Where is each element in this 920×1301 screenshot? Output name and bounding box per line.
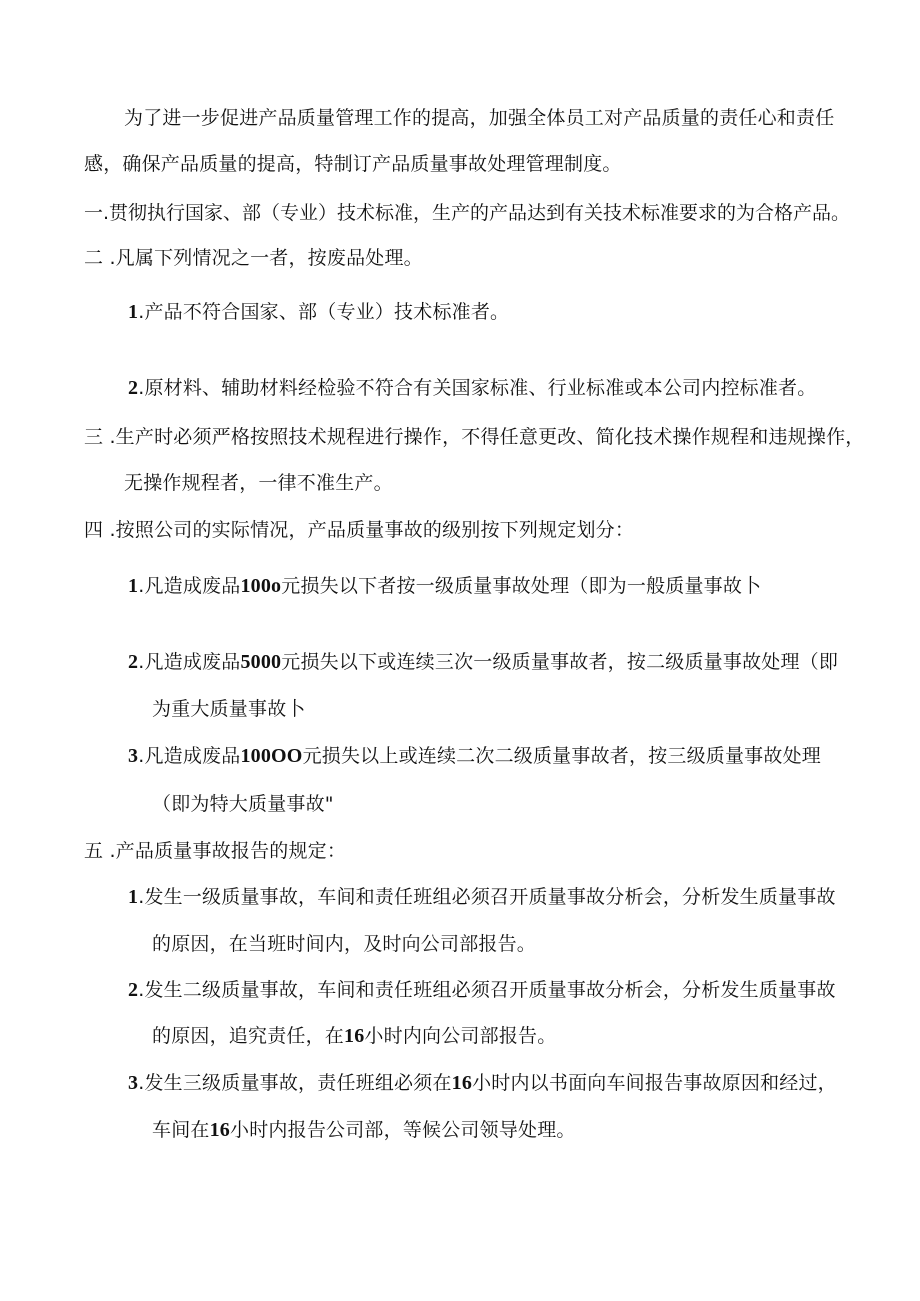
item-text: .产品不符合国家、部（专业）技术标准者。	[138, 301, 510, 323]
section-5-item-3-line-2	[152, 1118, 576, 1142]
hours: 16	[344, 1025, 365, 1047]
item-number: 3	[128, 745, 139, 767]
text-post: 小时内以书面向车间报告事故原因和经过，	[472, 1072, 837, 1094]
section-5-item-2-line-2	[152, 1024, 556, 1048]
text-pre: .发生三级质量事故，责任班组必须在	[138, 1072, 452, 1094]
section-5-item-2	[128, 978, 836, 1002]
section-4-heading: 四 .按照公司的实际情况，产品质量事故的级别按下列规定划分：	[84, 519, 635, 541]
section-4-item-2	[128, 650, 838, 674]
item-text: .发生二级质量事故，车间和责任班组必须召开质量事故分析会，分析发生质量事故	[138, 979, 836, 1001]
section-1-text: 一.贯彻执行国家、部（专业）技术标准，生产的产品达到有关技术标准要求的为合格产品。	[84, 202, 851, 224]
hours: 16	[451, 1072, 473, 1094]
section-4-item-1	[128, 574, 761, 598]
item-text-pre: .凡造成废品	[138, 745, 241, 767]
section-4-item-3-line-2: （即为特大质量事故"	[152, 793, 334, 815]
item-number: 2	[128, 377, 139, 399]
item-text-pre: .凡造成废品	[138, 575, 241, 597]
hours: 16	[209, 1119, 231, 1141]
section-5-heading: 五 .产品质量事故报告的规定：	[84, 840, 347, 862]
item-text: .原材料、辅助材料经检验不符合有关国家标准、行业标准或本公司内控标准者。	[138, 377, 817, 399]
item-text: .发生一级质量事故，车间和责任班组必须召开质量事故分析会，分析发生质量事故	[138, 886, 836, 908]
section-5-item-1-line-2: 的原因，在当班时间内，及时向公司部报告。	[152, 933, 537, 955]
text-pre: 车间在	[152, 1119, 210, 1141]
item-number: 2	[128, 651, 139, 673]
item-number: 2	[128, 979, 139, 1001]
intro-line-1: 为了进一步促进产品质量管理工作的提高，加强全体员工对产品质量的责任心和责任	[124, 107, 835, 129]
loss-amount: 5000	[240, 651, 282, 673]
item-number: 1	[128, 886, 139, 908]
section-3-line-1: 三 .生产时必须严格按照技术规程进行操作，不得任意更改、简化技术操作规程和违规操作，	[84, 426, 865, 448]
text-post: 小时内报告公司部，等候公司领导处理。	[230, 1119, 576, 1141]
text-post: 小时内向公司部报告。	[364, 1025, 557, 1047]
item-number: 1	[128, 301, 139, 323]
item-number: 1	[128, 575, 139, 597]
item-text-post: 元损失以下者按一级质量事故处理（即为一般质量事故卜	[281, 575, 762, 597]
intro-line-2: 感，确保产品质量的提高，特制订产品质量事故处理管理制度。	[84, 153, 622, 175]
loss-amount: 100o	[240, 575, 282, 597]
section-4-item-2-line-2: 为重大质量事故卜	[152, 698, 306, 720]
section-5-item-1	[128, 885, 836, 909]
section-5-item-3	[128, 1071, 837, 1095]
loss-amount: 100OO	[240, 745, 303, 767]
item-number: 3	[128, 1072, 139, 1094]
section-3-line-2: 无操作规程者，一律不准生产。	[124, 472, 393, 494]
text-pre: 的原因，追究责任，在	[152, 1025, 345, 1047]
section-4-item-3	[128, 744, 821, 768]
item-text-post: 元损失以下或连续三次一级质量事故者，按二级质量事故处理（即	[281, 651, 839, 673]
item-text-pre: .凡造成废品	[138, 651, 241, 673]
item-text-post: 元损失以上或连续二次二级质量事故者，按三级质量事故处理	[302, 745, 821, 767]
section-2-item-1	[128, 300, 509, 324]
section-2-item-2	[128, 376, 816, 400]
section-2-heading: 二 .凡属下列情况之一者，按废品处理。	[84, 247, 423, 269]
